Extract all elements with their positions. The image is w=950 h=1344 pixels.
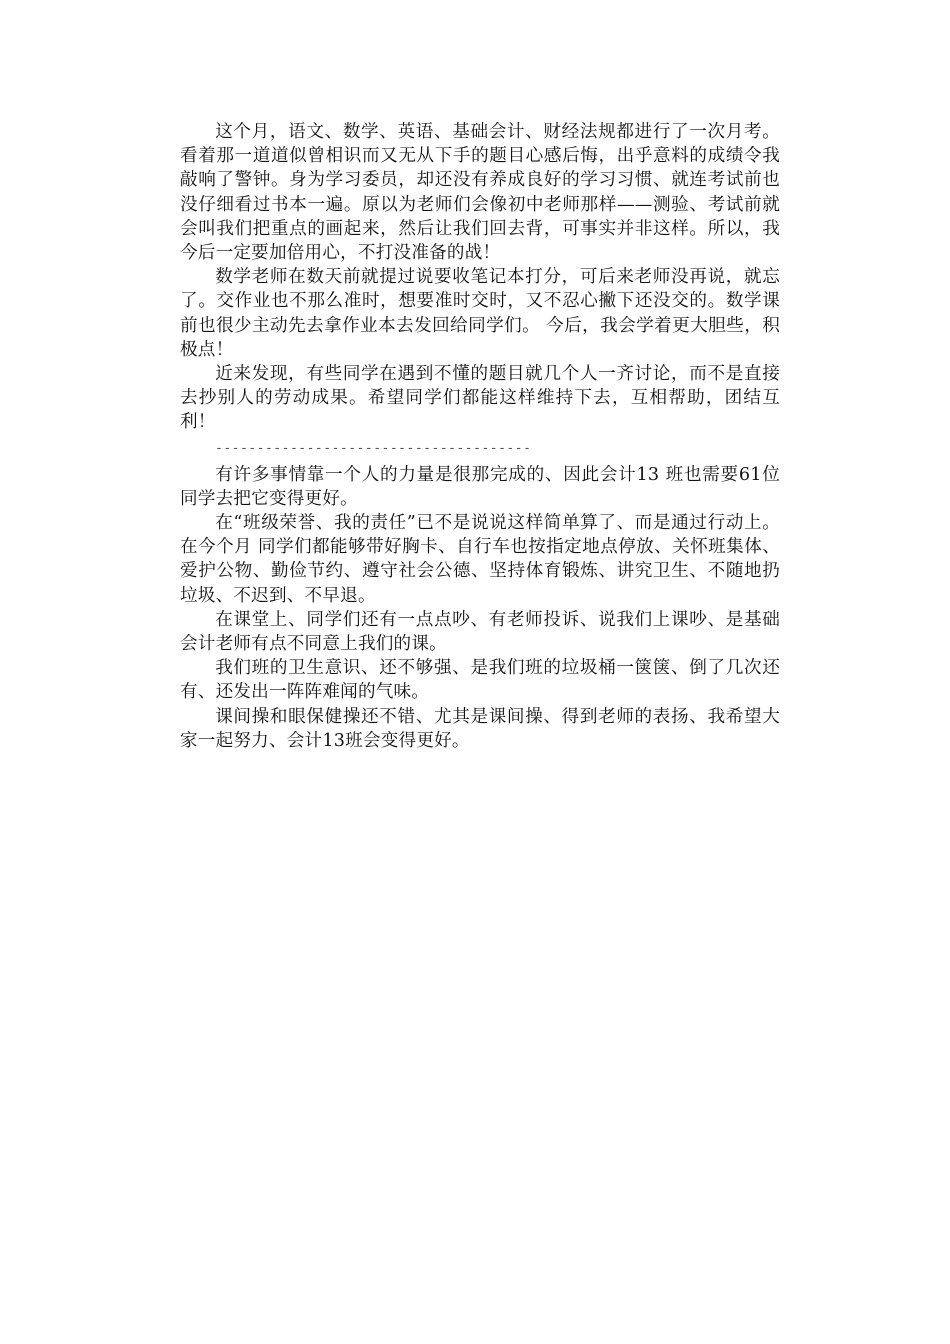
document-body xyxy=(180,120,780,753)
paragraph-class-honor: 在“班级荣誉、我的责任”已不是说说这样简单算了、而是通过行动上。在今个月 同学们都能够带好胸卡、自行车也按指定地点停放、关怀班集体、爱护公物、勤俭节约、遵守社会公德、坚持体育锻炼、讲究卫生、不随地扔垃圾、不迟到、不早退。 xyxy=(180,513,780,606)
paragraph-math-homework: 数学老师在数天前就提过说要收笔记本打分，可后来老师没再说，就忘了。交作业也不那么准时，想要准时交时，又不忍心撇下还没交的。数学课前也很少主动先去拿作业本去发回给同学们。 今后，我会学着更大胆些，积极点！ xyxy=(180,267,780,360)
paragraph-hygiene: 我们班的卫生意识、还不够强、是我们班的垃圾桶一箧箧、倒了几次还有、还发出一阵阵难闻的气味。 xyxy=(180,658,780,703)
paragraph-class-effort: 有许多事情靠一个人的力量是很那完成的、因此会计13 班也需要61位同学去把它变得更好。 xyxy=(180,464,780,509)
paragraph-exercises: 课间操和眼保健操还不错、尤其是课间操、得到老师的表扬、我希望大家一起努力、会计13班会变得更好。 xyxy=(180,706,780,751)
paragraph-monthly-exam: 这个月，语文、数学、英语、基础会计、财经法规都进行了一次月考。看着那一道道似曾相识而又无从下手的题目心感后悔，出乎意料的成绩令我敲响了警钟。身为学习委员，却还没有养成良好的学习习惯、就连考试前也没仔细看过书本一遍。原以为老师们会像初中老师那样——测验、考试前就会叫我们把重点的画起来，然后让我们回去背，可事实并非这样。所以，我今后一定要加倍用心，不打没准备的战！ xyxy=(180,122,780,264)
section-separator: -------------------------------------- xyxy=(215,440,532,456)
paragraph-classroom-noise: 在课堂上、同学们还有一点点吵、有老师投诉、说我们上课吵、是基础会计老师有点不同意上我们的课。 xyxy=(180,609,780,655)
paragraph-group-discussion: 近来发现，有些同学在遇到不懂的题目就几个人一齐讨论，而不是直接去抄别人的劳动成果。希望同学们都能这样维持下去，互相帮助，团结互利！ xyxy=(180,364,780,433)
